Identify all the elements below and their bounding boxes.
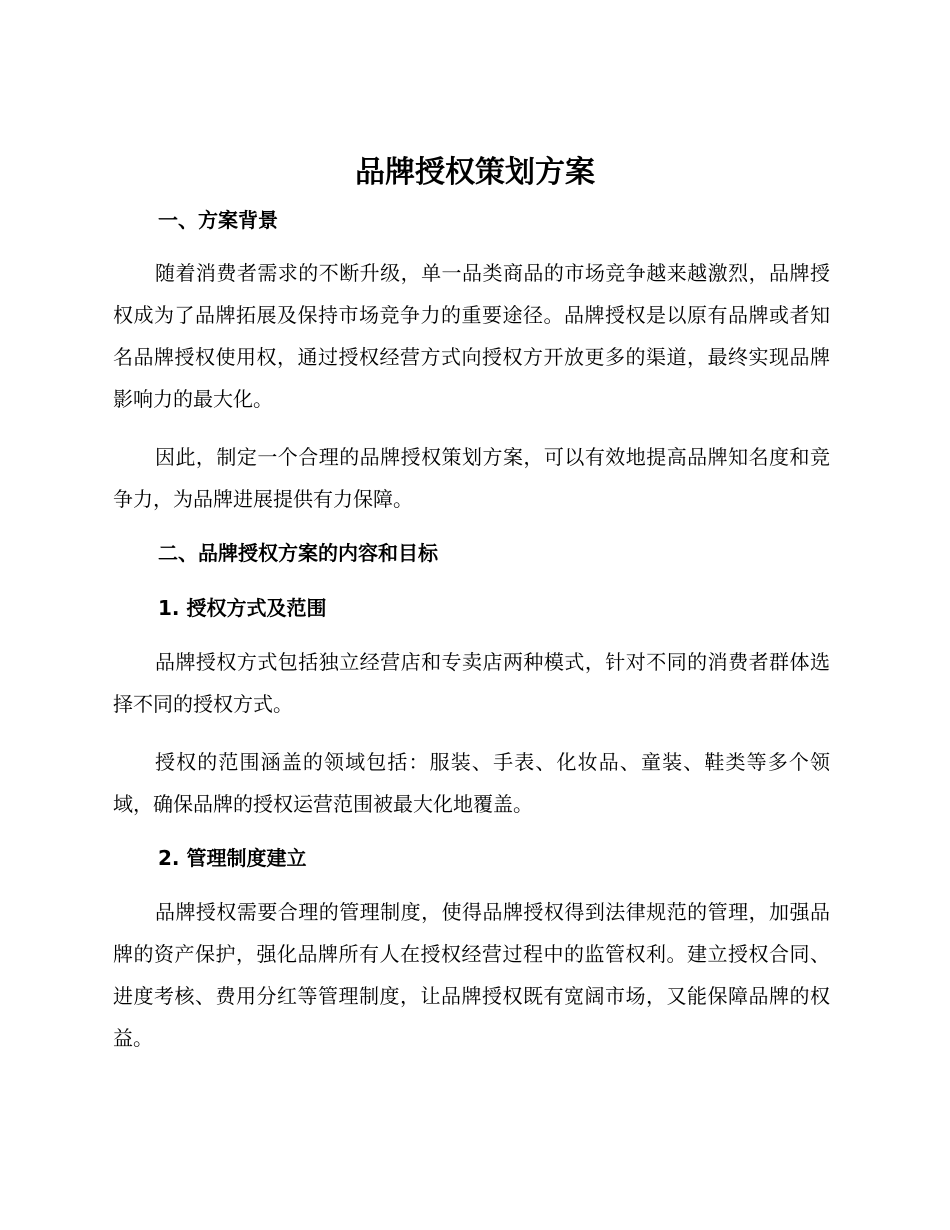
paragraph-authorization-mode: 品牌授权方式包括独立经营店和专卖店两种模式，针对不同的消费者群体选择不同的授权方式。 — [113, 650, 830, 716]
paragraph-authorization-scope: 授权的范围涵盖的领域包括：服装、手表、化妆品、童装、鞋类等多个领域，确保品牌的授权运营范围被最大化地覆盖。 — [113, 750, 830, 816]
section-heading-content-goals: 二、品牌授权方案的内容和目标 — [158, 541, 438, 565]
subsection-heading-management-system: 2. 管理制度建立 — [158, 846, 307, 870]
section-heading-background: 一、方案背景 — [158, 208, 278, 232]
paragraph-conclusion: 因此，制定一个合理的品牌授权策划方案，可以有效地提高品牌知名度和竞争力，为品牌进展提供有力保障。 — [113, 445, 830, 511]
paragraph-background: 随着消费者需求的不断升级，单一品类商品的市场竞争越来越激烈，品牌授权成为了品牌拓展及保持市场竞争力的重要途径。品牌授权是以原有品牌或者知名品牌授权使用权，通过授权经营方式向授权方开放更多的渠道，最终实现品牌影响力的最大化。 — [113, 261, 830, 411]
document-title: 品牌授权策划方案 — [355, 155, 595, 190]
subsection-heading-authorization-mode: 1. 授权方式及范围 — [158, 596, 327, 620]
paragraph-management-system: 品牌授权需要合理的管理制度，使得品牌授权得到法律规范的管理，加强品牌的资产保护，强化品牌所有人在授权经营过程中的监管权利。建立授权合同、进度考核、费用分红等管理制度，让品牌授权既有宽阔市场，又能保障品牌的权益。 — [113, 900, 830, 1050]
